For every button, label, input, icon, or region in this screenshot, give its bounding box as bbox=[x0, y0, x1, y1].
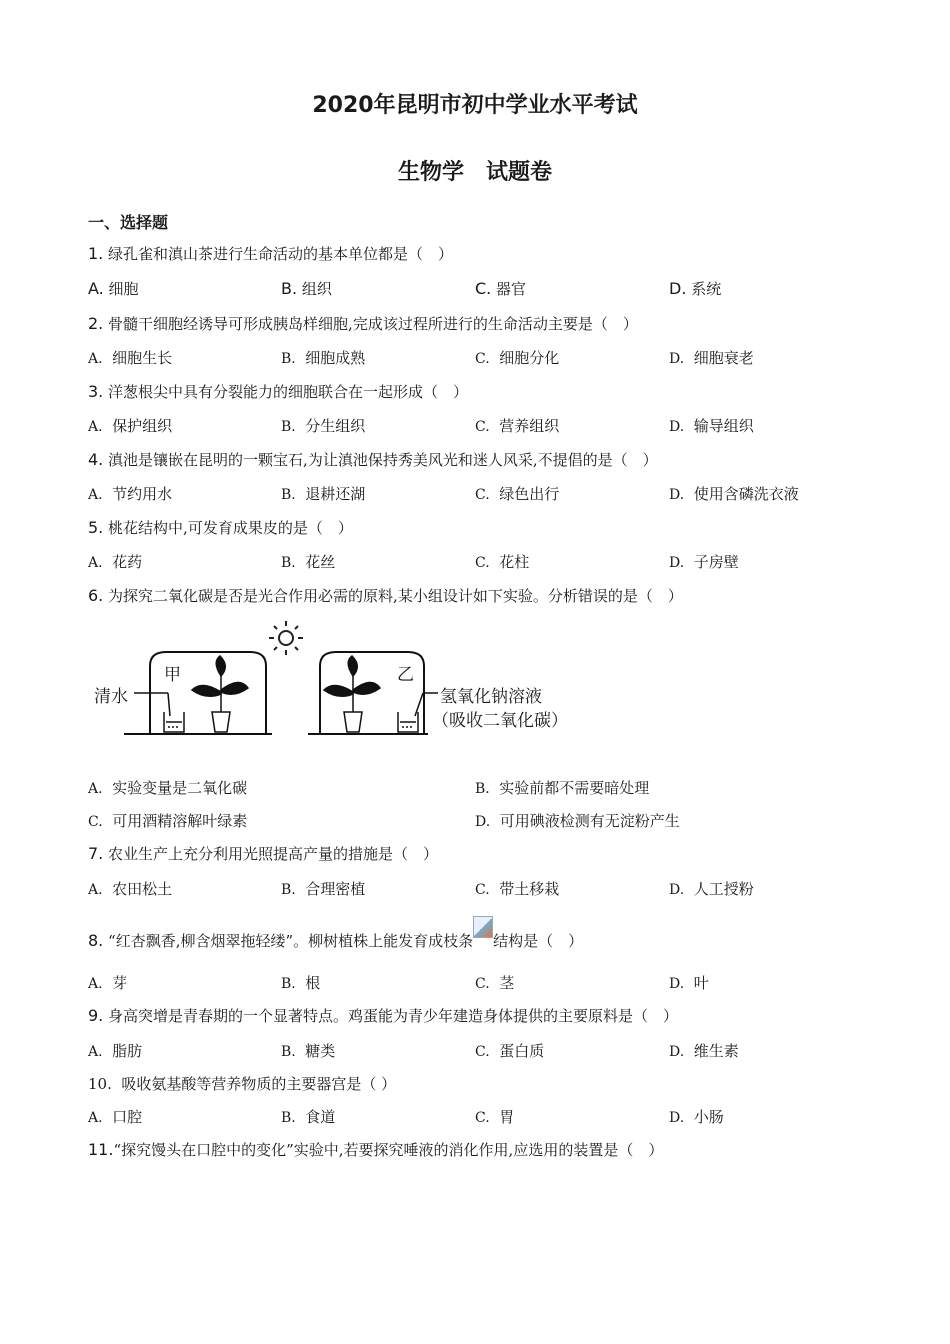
option-a: A. 口腔 bbox=[88, 1108, 143, 1126]
option-c: C. 花柱 bbox=[475, 553, 530, 571]
option-b: B. 组织 bbox=[281, 279, 332, 298]
option-b: B. 实验前都不需要暗处理 bbox=[475, 779, 650, 797]
option-b: B. 根 bbox=[281, 974, 321, 992]
option-d: D. 使用含磷洗衣液 bbox=[669, 485, 799, 503]
option-b: B. 糖类 bbox=[281, 1042, 336, 1060]
option-d: D. 系统 bbox=[669, 279, 722, 298]
label-naoh: 氢氧化钠溶液 bbox=[440, 687, 542, 707]
option-a: A. 细胞 bbox=[88, 279, 139, 298]
option-a: A. 花药 bbox=[88, 553, 143, 571]
option-d: D. 细胞衰老 bbox=[669, 349, 754, 367]
question-text: 绿孔雀和滇山茶进行生命活动的基本单位都是（ ） bbox=[108, 245, 454, 263]
option-b: B. 退耕还湖 bbox=[281, 485, 366, 503]
option-d: D. 小肠 bbox=[669, 1108, 724, 1126]
question-4: 4. 滇池是镶嵌在昆明的一颗宝石,为让滇池保持秀美风光和迷人风采,不提倡的是（ ） bbox=[88, 450, 658, 469]
option-b: B. 合理密植 bbox=[281, 880, 366, 898]
plant-icon bbox=[324, 656, 380, 732]
option-c: C. 带土移栽 bbox=[475, 880, 560, 898]
option-c: C. 器官 bbox=[475, 279, 527, 298]
sun-icon bbox=[269, 621, 303, 655]
option-c: C. 茎 bbox=[475, 974, 515, 992]
option-b: B. 细胞成熟 bbox=[281, 349, 366, 367]
question-2: 2. 骨髓干细胞经诱导可形成胰岛样细胞,完成该过程所进行的生命活动主要是（ ） bbox=[88, 314, 638, 333]
option-c: C. 胃 bbox=[475, 1108, 515, 1126]
beaker-icon bbox=[164, 712, 184, 732]
label-water: 清水 bbox=[94, 687, 128, 707]
option-d: D. 子房壁 bbox=[669, 553, 739, 571]
exam-subtitle: 生物学 试题卷 bbox=[397, 160, 552, 185]
option-a: A. 细胞生长 bbox=[88, 349, 173, 367]
option-d: D. 维生素 bbox=[669, 1042, 739, 1060]
option-a: A. 实验变量是二氧化碳 bbox=[88, 779, 248, 797]
option-a: A. 芽 bbox=[88, 974, 128, 992]
plant-icon bbox=[192, 656, 248, 732]
question-1 bbox=[88, 243, 453, 264]
option-a: A. 农田松土 bbox=[88, 880, 173, 898]
option-d: D. 叶 bbox=[669, 974, 709, 992]
option-b: B. 分生组织 bbox=[281, 417, 366, 435]
option-d: D. 可用碘液检测有无淀粉产生 bbox=[475, 812, 680, 830]
question-6: 6. 为探究二氧化碳是否是光合作用必需的原料,某小组设计如下实验。分析错误的是（ ） bbox=[88, 586, 683, 605]
option-b: B. 食道 bbox=[281, 1108, 336, 1126]
option-b: B. 花丝 bbox=[281, 553, 336, 571]
question-11: 11.“探究馒头在口腔中的变化”实验中,若要探究唾液的消化作用,应选用的装置是（ ） bbox=[88, 1140, 664, 1159]
option-c: C. 绿色出行 bbox=[475, 485, 560, 503]
label-absorb-co2: （吸收二氧化碳） bbox=[432, 711, 568, 731]
option-a: A. 节约用水 bbox=[88, 485, 173, 503]
question-10: 10. 吸收氨基酸等营养物质的主要器宫是（ ） bbox=[88, 1075, 397, 1093]
exam-title: 2020年昆明市初中学业水平考试 bbox=[312, 93, 638, 118]
option-c: C. 蛋白质 bbox=[475, 1042, 545, 1060]
option-c: C. 细胞分化 bbox=[475, 349, 560, 367]
option-d: D. 人工授粉 bbox=[669, 880, 754, 898]
question-3: 3. 洋葱根尖中具有分裂能力的细胞联合在一起形成（ ） bbox=[88, 382, 469, 401]
option-c: C. 可用酒精溶解叶绿素 bbox=[88, 812, 248, 830]
question-number: 1. bbox=[88, 244, 104, 263]
label-yi: 乙 bbox=[397, 665, 414, 685]
question-7: 7. 农业生产上充分利用光照提高产量的措施是（ ） bbox=[88, 844, 439, 863]
question-8: 8. “红杏飘香,柳含烟翠拖轻缕”。柳树植株上能发育成枝条 结构是（ ） bbox=[88, 916, 583, 951]
option-d: D. 输导组织 bbox=[669, 417, 754, 435]
option-a: A. 脂肪 bbox=[88, 1042, 143, 1060]
question-9: 9. 身高突增是青春期的一个显著特点。鸡蛋能为青少年建造身体提供的主要原料是（ ） bbox=[88, 1006, 679, 1025]
question-5: 5. 桃花结构中,可发育成果皮的是（ ） bbox=[88, 518, 353, 537]
broken-image-icon bbox=[473, 916, 493, 938]
section-title: 一、选择题 bbox=[88, 213, 169, 232]
option-c: C. 营养组织 bbox=[475, 417, 560, 435]
label-jia: 甲 bbox=[164, 665, 181, 685]
option-a: A. 保护组织 bbox=[88, 417, 173, 435]
